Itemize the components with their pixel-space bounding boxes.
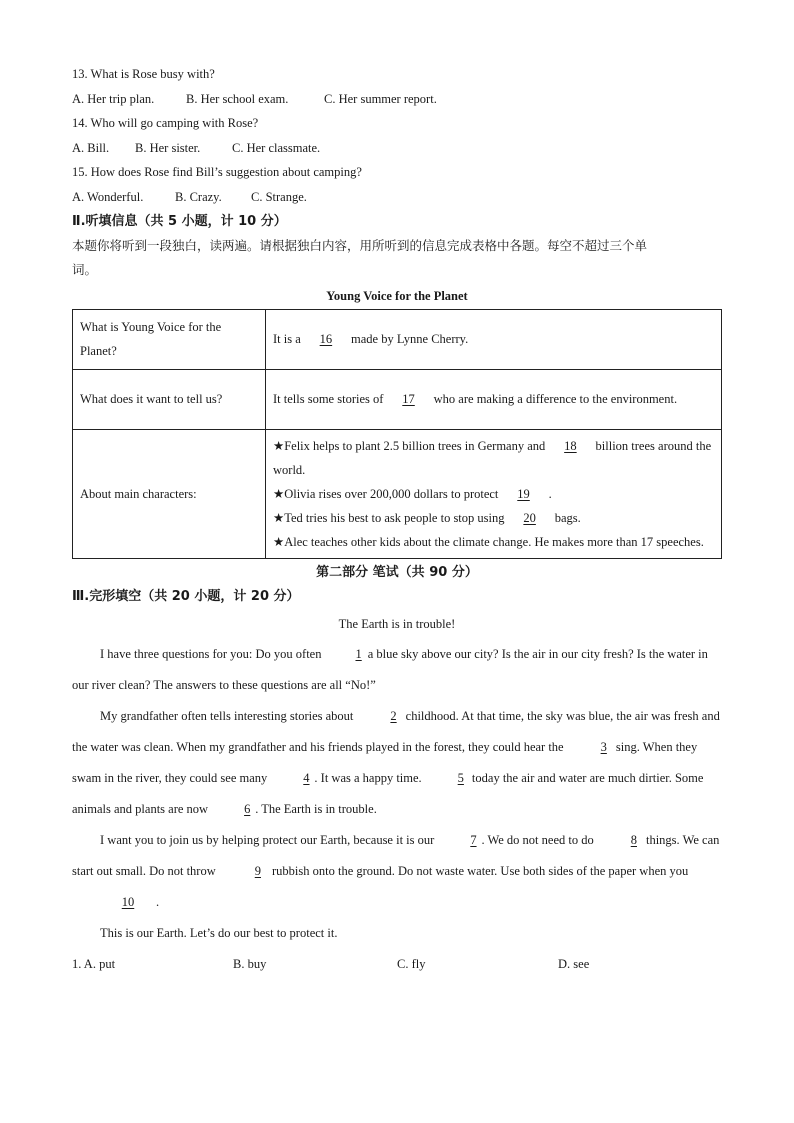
question-15: 15. How does Rose find Bill’s suggestion about camping? xyxy=(72,165,362,180)
question-13: 13. What is Rose busy with? xyxy=(72,67,215,81)
question-15-options xyxy=(72,185,722,210)
character-alec: ★Alec teaches other kids about the climate change. He makes more than 17 speeches. xyxy=(273,534,704,549)
blank-6[interactable]: 6 xyxy=(244,801,251,816)
choice-a[interactable]: 1. A. put xyxy=(72,956,116,971)
character-olivia: ★Olivia rises over 200,000 dollars to protect 19 . xyxy=(273,482,714,506)
table-row xyxy=(73,309,722,369)
option-a: A. Her trip plan. xyxy=(72,91,155,106)
exam-page xyxy=(72,62,722,980)
option-c: C. Her summer report. xyxy=(324,91,437,106)
option-b: B. Crazy. xyxy=(175,189,222,204)
character-felix: ★Felix helps to plant 2.5 billion trees in Germany and 18 billion trees around the world. xyxy=(273,434,714,482)
table-cell-answer: It tells some stories of 17 who are making a difference to the environment. xyxy=(266,369,722,429)
question-14: 14. Who will go camping with Rose? xyxy=(72,116,259,131)
table-cell-answer: It is a 16 made by Lynne Cherry. xyxy=(266,309,722,369)
blank-10[interactable]: 10 xyxy=(121,894,135,909)
character-ted: ★Ted tries his best to ask people to stop using 20 bags. xyxy=(273,506,714,530)
paragraph-2: My grandfather often tells interesting stories about 2 childhood. At that time, the sky was blue, the air was fresh and the water was clean. When my grandfather and his friends played in the forest, they could hear the 3 sing. When they swam in the river, they could see many 4 . It was a happy time. 5 today the air and water are much dirtier. Some animals and plants are now 6 . The Earth is in trouble. xyxy=(72,701,722,825)
choice-d[interactable]: D. see xyxy=(558,956,590,971)
info-table xyxy=(72,309,722,559)
blank-17[interactable]: 17 xyxy=(402,392,415,407)
blank-16[interactable]: 16 xyxy=(319,332,333,347)
option-c: C. Her classmate. xyxy=(232,140,321,155)
blank-18[interactable]: 18 xyxy=(564,438,577,453)
table-row xyxy=(73,369,722,429)
blank-3[interactable]: 3 xyxy=(600,739,607,754)
blank-20[interactable]: 20 xyxy=(523,510,536,525)
table-row xyxy=(73,429,722,558)
choice-c[interactable]: C. fly xyxy=(397,956,426,971)
table-cell-question: What does it want to tell us? xyxy=(73,369,266,429)
blank-2[interactable]: 2 xyxy=(390,708,397,723)
paragraph-1: I have three questions for you: Do you often 1 a blue sky above our city? Is the air in our city fresh? Is the water in our river clean? The answers to these questions are all “No!” xyxy=(72,639,722,701)
question-14-options xyxy=(72,136,722,161)
blank-4[interactable]: 4 xyxy=(303,770,310,785)
answer-choices-1 xyxy=(72,949,722,980)
section-2-instruction-cont: 词。 xyxy=(72,262,98,278)
question-13-options xyxy=(72,87,722,112)
choice-b[interactable]: B. buy xyxy=(233,956,267,971)
option-a: A. Wonderful. xyxy=(72,189,144,204)
paragraph-4: This is our Earth. Let’s do our best to protect it. xyxy=(100,925,338,940)
blank-1[interactable]: 1 xyxy=(355,646,362,661)
blank-19[interactable]: 19 xyxy=(517,486,530,501)
passage-title: The Earth is in trouble! xyxy=(338,616,456,631)
option-a: A. Bill. xyxy=(72,140,110,155)
blank-9[interactable]: 9 xyxy=(254,863,261,878)
section-2-heading: Ⅱ.听填信息（共 5 小题，计 10 分） xyxy=(72,213,287,229)
table-cell-question: About main characters: xyxy=(73,429,266,558)
blank-7[interactable]: 7 xyxy=(470,832,477,847)
option-b: B. Her school exam. xyxy=(186,91,289,106)
part-2-title: 第二部分 笔试（共 90 分） xyxy=(316,564,478,580)
table-title: Young Voice for the Planet xyxy=(326,288,468,303)
table-cell-answer xyxy=(266,429,722,558)
paragraph-3: I want you to join us by helping protect our Earth, because it is our 7 . We do not need to do 8 things. We can start out small. Do not throw 9 rubbish onto the ground. Do not waste water. Use both sides of the paper when you 10 . xyxy=(72,825,722,918)
option-b: B. Her sister. xyxy=(135,140,201,155)
blank-5[interactable]: 5 xyxy=(457,770,464,785)
option-c: C. Strange. xyxy=(251,189,307,204)
table-cell-question: What is Young Voice for the Planet? xyxy=(73,309,266,369)
blank-8[interactable]: 8 xyxy=(630,832,637,847)
section-3-heading: Ⅲ.完形填空（共 20 小题，计 20 分） xyxy=(72,588,300,604)
section-2-instruction: 本题你将听到一段独白，读两遍。请根据独白内容，用所听到的信息完成表格中各题。每空不超过三个单 xyxy=(72,237,648,253)
